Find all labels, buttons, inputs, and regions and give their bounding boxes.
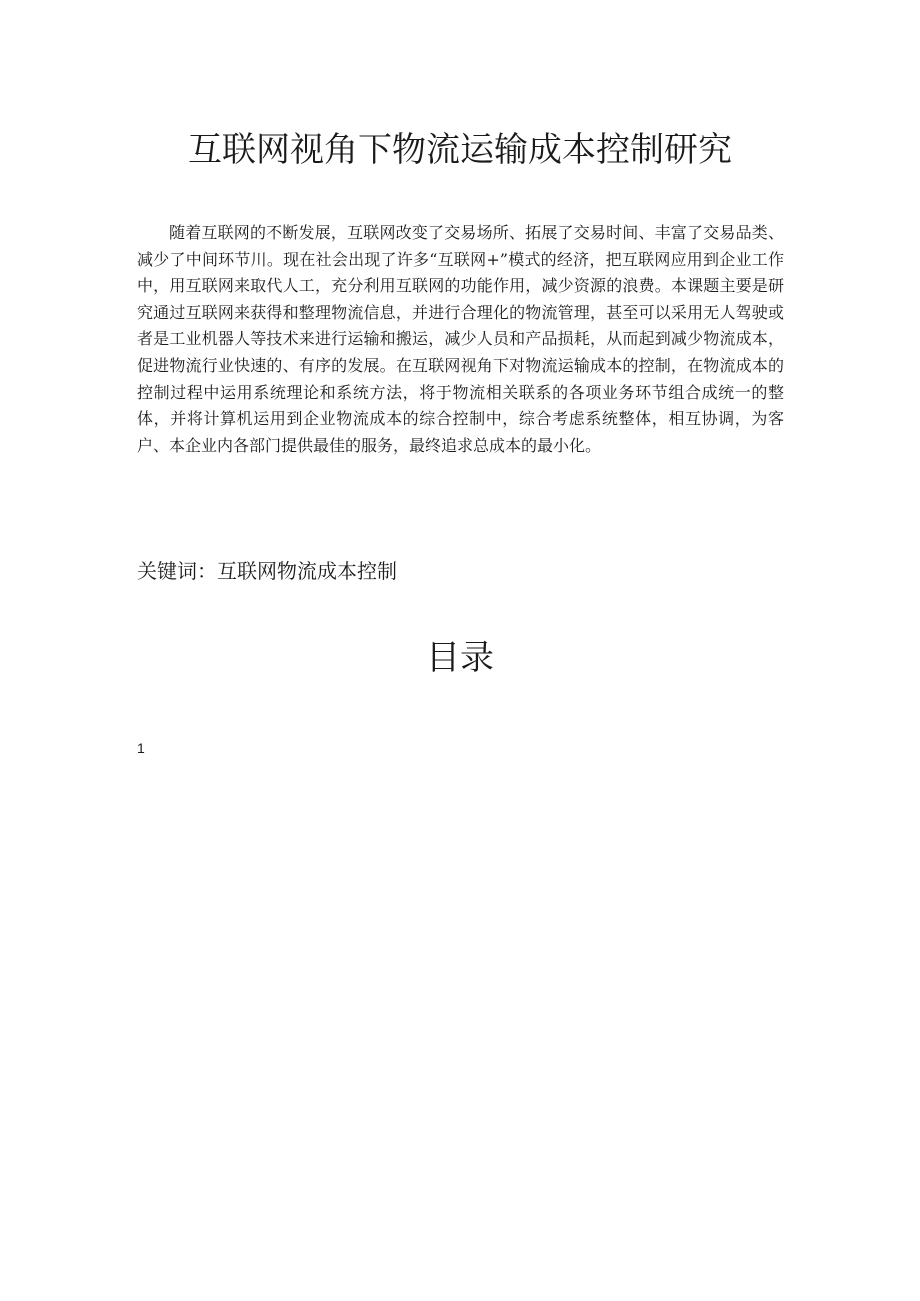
page-number: 1 [137, 740, 145, 756]
toc-heading: 目录 [426, 638, 494, 678]
document-title: 互联网视角下物流运输成本控制研究 [188, 130, 732, 170]
abstract-paragraph: 随着互联网的不断发展，互联网改变了交易场所、拓展了交易时间、丰富了交易品类、减少了中间环节川。现在社会出现了许多“互联网+”模式的经济，把互联网应用到企业工作中，用互联网来取代人工，充分利用互联网的功能作用，减少资源的浪费。本课题主要是研究通过互联网来获得和整理物流信息，并进行合理化的物流管理，甚至可以采用无人驾驶或者是工业机器人等技术来进行运输和搬运，减少人员和产品损耗，从而起到减少物流成本，促进物流行业快速的、有序的发展。在互联网视角下对物流运输成本的控制，在物流成本的控制过程中运用系统理论和系统方法，将于物流相关联系的各项业务环节组合成统一的整体，并将计算机运用到企业物流成本的综合控制中，综合考虑系统整体，相互协调，为客户、本企业内各部门提供最佳的服务，最终追求总成本的最小化。 [137, 223, 784, 455]
keywords-line: 关键词：互联网物流成本控制 [137, 559, 397, 583]
